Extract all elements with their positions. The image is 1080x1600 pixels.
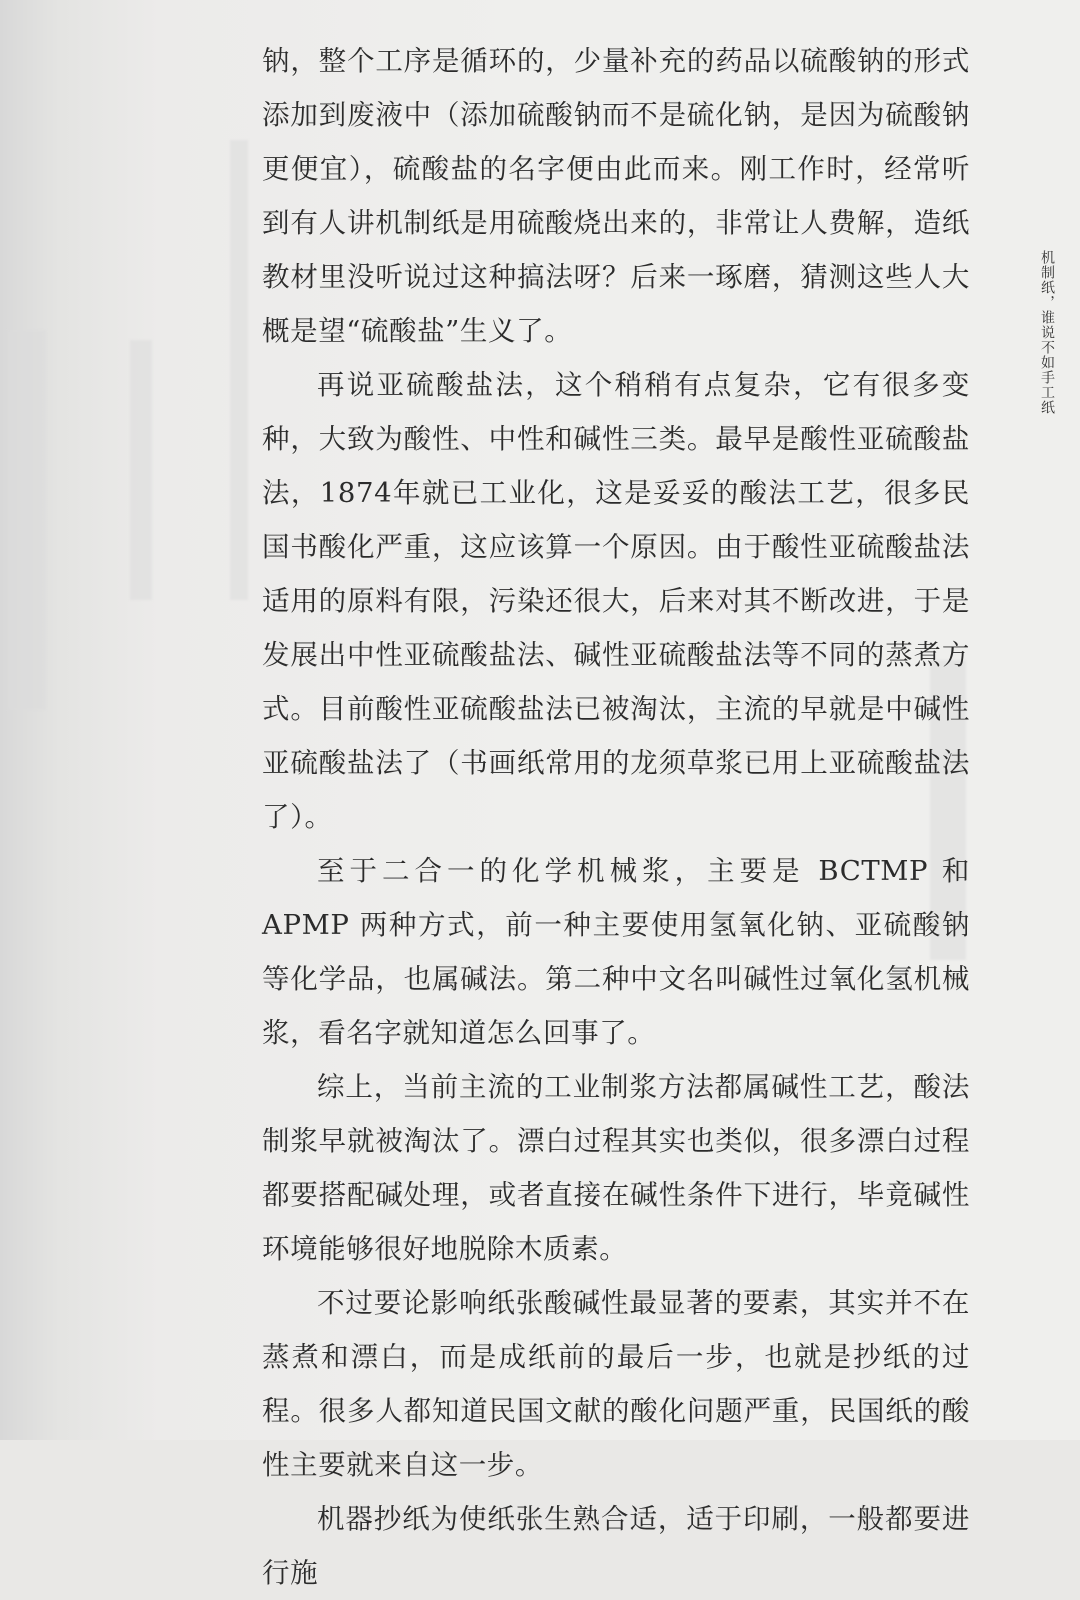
paragraph-2: 再说亚硫酸盐法，这个稍稍有点复杂，它有很多变种，大致为酸性、中性和碱性三类。最早是酸性亚硫酸盐法，1874年就已工业化，这是妥妥的酸法工艺，很多民国书酸化严重，这应该算一个原因。由于酸性亚硫酸盐法适用的原料有限，污染还很大，后来对其不断改进，于是发展出中性亚硫酸盐法、碱性亚硫酸盐法等不同的蒸煮方式。目前酸性亚硫酸盐法已被淘汰，主流的早就是中碱性亚硫酸盐法了（书画纸常用的龙须草浆已用上亚硫酸盐法了）。 [262, 369, 970, 833]
show-through-left-bar-2 [230, 140, 248, 600]
paragraph-6: 机器抄纸为使纸张生熟合适，适于印刷，一般都要进行施 [262, 1503, 970, 1589]
paragraph-3: 至于二合一的化学机械浆，主要是 BCTMP 和 APMP 两种方式，前一种主要使用氢氧化钠、亚硫酸钠等化学品，也属碱法。第二种中文名叫碱性过氧化氢机械浆，看名字就知道怎么回事了。 [262, 855, 970, 1049]
body-text [262, 34, 970, 1600]
show-through-left-block [8, 330, 46, 710]
running-header: 机制纸，谁说不如手工纸 [1039, 250, 1055, 415]
paragraph-5: 不过要论影响纸张酸碱性最显著的要素，其实并不在蒸煮和漂白，而是成纸前的最后一步，也就是抄纸的过程。很多人都知道民国文献的酸化问题严重，民国纸的酸性主要就来自这一步。 [262, 1287, 970, 1481]
paragraph-4: 综上，当前主流的工业制浆方法都属碱性工艺，酸法制浆早就被淘汰了。漂白过程其实也类似，很多漂白过程都要搭配碱处理，或者直接在碱性条件下进行，毕竟碱性环境能够很好地脱除木质素。 [262, 1071, 970, 1265]
paragraph-1: 钠，整个工序是循环的，少量补充的药品以硫酸钠的形式添加到废液中（添加硫酸钠而不是硫化钠，是因为硫酸钠更便宜），硫酸盐的名字便由此而来。刚工作时，经常听到有人讲机制纸是用硫酸烧出来的，非常让人费解，造纸教材里没听说过这种搞法呀？后来一琢磨，猜测这些人大概是望“硫酸盐”生义了。 [262, 45, 970, 347]
show-through-left-bar [130, 340, 152, 600]
